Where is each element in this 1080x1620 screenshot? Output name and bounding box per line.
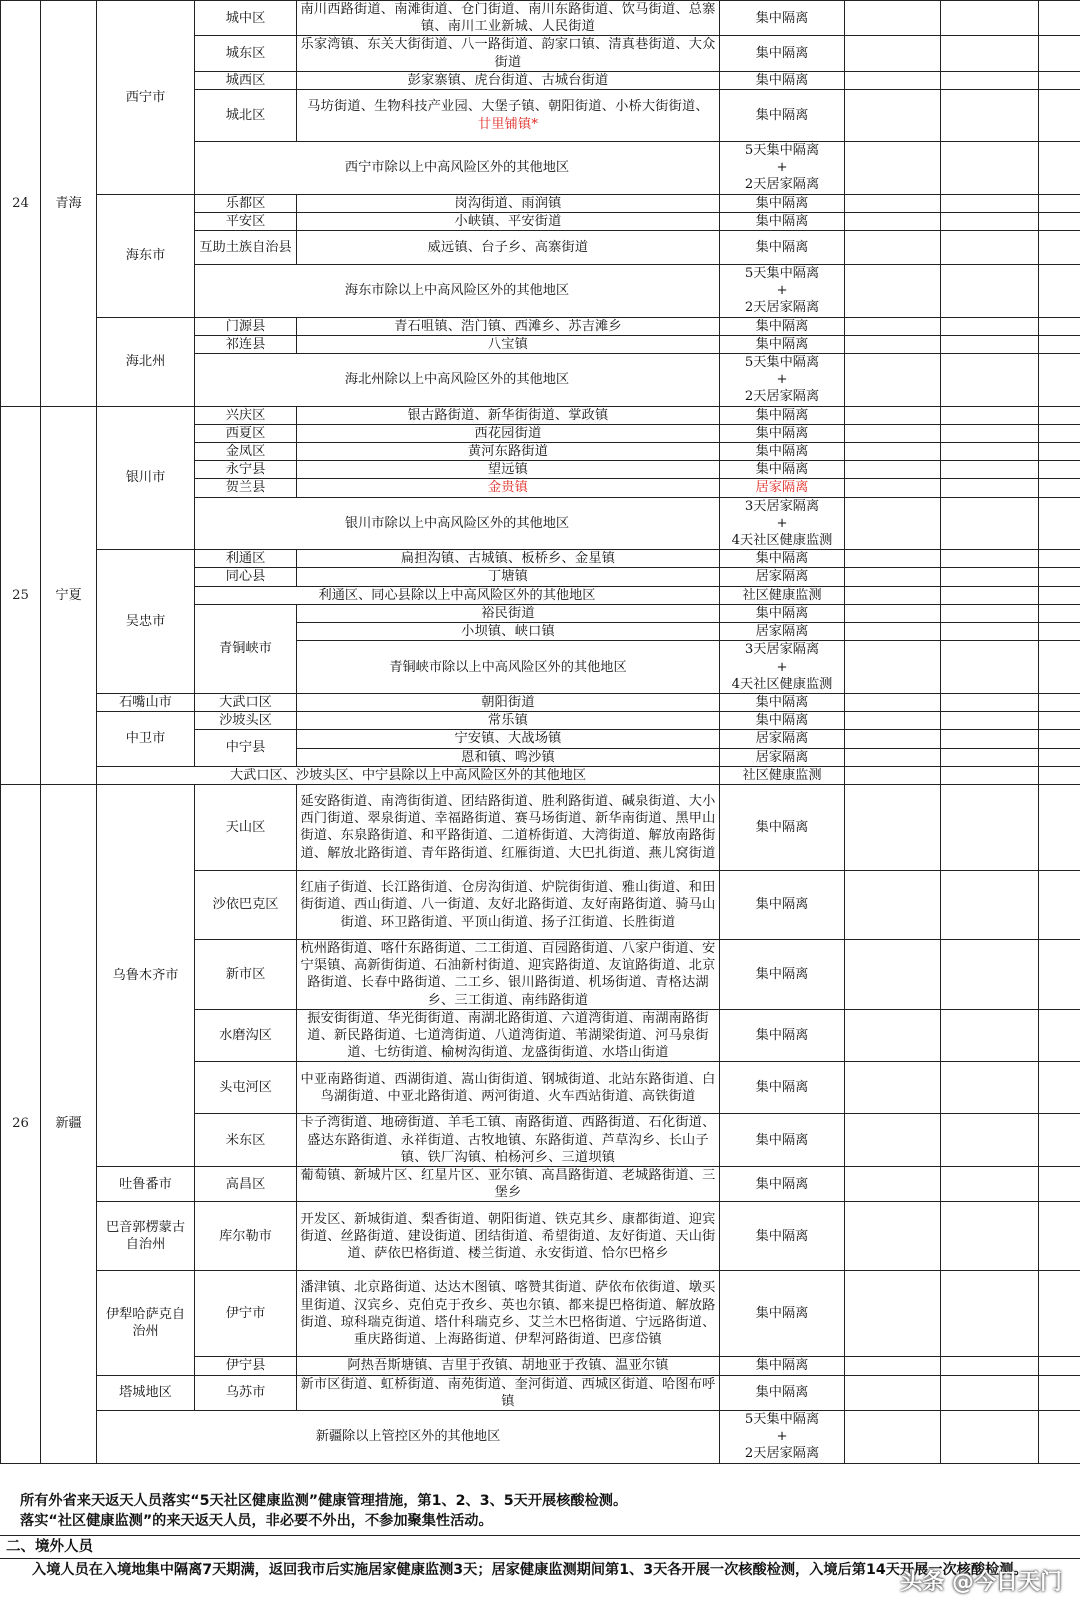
empty-cell — [1039, 194, 1080, 212]
empty-cell — [845, 1009, 941, 1062]
measure-cell: 集中隔离 — [720, 693, 845, 711]
city-cell: 吴忠市 — [97, 550, 195, 694]
city-cell: 石嘴山市 — [97, 693, 195, 711]
area-cell: 丁塘镇 — [297, 568, 720, 586]
measure-cell: 集中隔离 — [720, 424, 845, 442]
measure-cell: 集中隔离 — [720, 1166, 845, 1201]
empty-cell — [845, 90, 941, 142]
row-number: 24 — [1, 1, 41, 407]
district-cell: 乌苏市 — [195, 1375, 297, 1410]
measure-line: 2天居家隔离 — [744, 300, 820, 316]
measure-cell — [720, 641, 845, 694]
area-cell: 西花园街道 — [297, 424, 720, 442]
measure-line: 3天居家隔离 — [744, 498, 820, 514]
measure-cell: 集中隔离 — [720, 461, 845, 479]
measure-cell: 集中隔离 — [720, 784, 845, 870]
empty-cell — [1039, 641, 1080, 694]
empty-cell — [941, 623, 1039, 641]
area-cell: 裕民街道 — [297, 604, 720, 622]
measure-line: + — [776, 659, 788, 675]
area-cell: 望远镇 — [297, 461, 720, 479]
city-cell: 巴音郭楞蒙古自治州 — [97, 1202, 195, 1271]
measure-line: 3天居家隔离 — [744, 642, 820, 658]
empty-cell — [1039, 497, 1080, 550]
other-area-cell: 大武口区、沙坡头区、中宁县除以上中高风险区外的其他地区 — [97, 766, 720, 784]
city-cell: 伊犁哈萨克自治州 — [97, 1271, 195, 1375]
empty-cell — [845, 730, 941, 748]
empty-cell — [845, 1410, 941, 1463]
city-cell: 银川市 — [97, 406, 195, 550]
area-cell: 小峡镇、平安街道 — [297, 212, 720, 230]
measure-cell: 居家隔离 — [720, 568, 845, 586]
district-cell: 米东区 — [195, 1114, 297, 1167]
measure-cell: 集中隔离 — [720, 1375, 845, 1410]
empty-cell — [941, 939, 1039, 1009]
area-cell: 恩和镇、鸣沙镇 — [297, 748, 720, 766]
empty-cell — [1039, 212, 1080, 230]
measure-line: + — [776, 1429, 788, 1445]
empty-cell — [845, 1062, 941, 1114]
empty-cell — [941, 443, 1039, 461]
area-cell: 银古路街道、新华街街道、掌政镇 — [297, 406, 720, 424]
empty-cell — [1039, 939, 1080, 1009]
empty-cell — [845, 641, 941, 694]
empty-cell — [845, 586, 941, 604]
measure-cell: 集中隔离 — [720, 406, 845, 424]
measure-cell: 居家隔离 — [720, 623, 845, 641]
empty-cell — [941, 586, 1039, 604]
district-cell: 互助土族自治县 — [195, 231, 297, 265]
empty-cell — [1039, 730, 1080, 748]
area-cell: 卡子湾街道、地磅街道、羊毛工镇、南路街道、西路街道、石化街道、盛达东路街道、永祥街道、古牧地镇、东路街道、芦草沟乡、长山子镇、铁厂沟镇、柏杨河乡、三道坝镇 — [297, 1114, 720, 1167]
measure-line: 5天集中隔离 — [744, 1411, 820, 1427]
city-cell: 乌鲁木齐市 — [97, 784, 195, 1166]
empty-cell — [941, 641, 1039, 694]
area-cell: 开发区、新城街道、梨香街道、朝阳街道、铁克其乡、康都街道、迎宾街道、丝路街道、建设街道、团结街道、希望街道、友好街道、天山街道、萨依巴格街道、楼兰街道、永安街道、恰尔巴格乡 — [297, 1202, 720, 1271]
empty-cell — [845, 265, 941, 318]
other-area-cell: 新疆除以上管控区外的其他地区 — [97, 1410, 720, 1463]
measure-line: 5天集中隔离 — [744, 266, 820, 282]
empty-cell — [845, 212, 941, 230]
empty-cell — [941, 231, 1039, 265]
empty-cell — [941, 604, 1039, 622]
measure-cell: 集中隔离 — [720, 1357, 845, 1375]
measure-cell: 集中隔离 — [720, 870, 845, 939]
measure-cell: 集中隔离 — [720, 712, 845, 730]
empty-cell — [1039, 693, 1080, 711]
area-cell: 南川西路街道、南滩街道、仓门街道、南川东路街道、饮马街道、总寨镇、南川工业新城、人民街道 — [297, 1, 720, 36]
district-cell: 头屯河区 — [195, 1062, 297, 1114]
area-cell: 乐家湾镇、东关大街街道、八一路街道、韵家口镇、清真巷街道、大众街道 — [297, 36, 720, 71]
measure-line: 4天社区健康监测 — [731, 676, 833, 692]
area-cell: 振安街街道、华光街街道、南湖北路街道、六道湾街道、南湖南路街道、新民路街道、七道湾街道、八道湾街道、苇湖梁街道、河马泉街道、七纺街道、榆树沟街道、龙盛街街道、水塔山街道 — [297, 1009, 720, 1062]
empty-cell — [845, 1114, 941, 1167]
empty-cell — [1039, 354, 1080, 407]
district-cell: 西夏区 — [195, 424, 297, 442]
empty-cell — [845, 406, 941, 424]
empty-cell — [1039, 1062, 1080, 1114]
measure-cell — [720, 265, 845, 318]
row-number: 25 — [1, 406, 41, 784]
measure-cell: 集中隔离 — [720, 443, 845, 461]
area-cell: 宁安镇、大战场镇 — [297, 730, 720, 748]
district-cell: 库尔勒市 — [195, 1202, 297, 1271]
empty-cell — [1039, 784, 1080, 870]
empty-cell — [845, 424, 941, 442]
empty-cell — [845, 194, 941, 212]
district-cell: 同心县 — [195, 568, 297, 586]
measure-cell: 集中隔离 — [720, 212, 845, 230]
measure-cell: 集中隔离 — [720, 1009, 845, 1062]
empty-cell — [1039, 90, 1080, 142]
measure-cell: 集中隔离 — [720, 1271, 845, 1357]
area-cell: 八宝镇 — [297, 335, 720, 353]
empty-cell — [1039, 586, 1080, 604]
empty-cell — [941, 265, 1039, 318]
empty-cell — [941, 142, 1039, 195]
empty-cell — [845, 1, 941, 36]
empty-cell — [941, 406, 1039, 424]
empty-cell — [1039, 335, 1080, 353]
empty-cell — [1039, 1009, 1080, 1062]
area-cell: 常乐镇 — [297, 712, 720, 730]
empty-cell — [1039, 748, 1080, 766]
empty-cell — [941, 1357, 1039, 1375]
measure-line: + — [776, 160, 788, 176]
empty-cell — [941, 1, 1039, 36]
empty-cell — [1039, 712, 1080, 730]
measure-cell: 集中隔离 — [720, 90, 845, 142]
area-red-note: 廿里铺镇* — [477, 116, 539, 132]
measure-cell — [720, 354, 845, 407]
area-cell: 红庙子街道、长江路街道、仓房沟街道、炉院街街道、雅山街道、和田街街道、西山街道、八一街道、友好北路街道、友好南路街道、骑马山街道、环卫路街道、平顶山街道、扬子江街道、长胜街道 — [297, 870, 720, 939]
section-heading: 二、境外人员 — [0, 1535, 1080, 1559]
area-cell: 黄河东路街道 — [297, 443, 720, 461]
city-cell: 海东市 — [97, 194, 195, 317]
measure-line: 2天居家隔离 — [744, 389, 820, 405]
district-cell: 城中区 — [195, 1, 297, 36]
district-cell: 水磨沟区 — [195, 1009, 297, 1062]
district-cell: 伊宁市 — [195, 1271, 297, 1357]
empty-cell — [845, 335, 941, 353]
empty-cell — [941, 712, 1039, 730]
empty-cell — [941, 1166, 1039, 1201]
empty-cell — [941, 1271, 1039, 1357]
empty-cell — [845, 568, 941, 586]
measure-cell — [720, 142, 845, 195]
measure-cell: 集中隔离 — [720, 231, 845, 265]
empty-cell — [941, 497, 1039, 550]
empty-cell — [845, 784, 941, 870]
area-cell: 扁担沟镇、古城镇、板桥乡、金星镇 — [297, 550, 720, 568]
measure-cell: 集中隔离 — [720, 36, 845, 71]
empty-cell — [941, 354, 1039, 407]
empty-cell — [1039, 479, 1080, 497]
area-cell: 威远镇、台子乡、高寨街道 — [297, 231, 720, 265]
empty-cell — [1039, 142, 1080, 195]
empty-cell — [941, 212, 1039, 230]
empty-cell — [845, 479, 941, 497]
empty-cell — [845, 317, 941, 335]
empty-cell — [941, 568, 1039, 586]
empty-cell — [1039, 1357, 1080, 1375]
empty-cell — [845, 712, 941, 730]
district-cell: 中宁县 — [195, 730, 297, 766]
empty-cell — [941, 479, 1039, 497]
empty-cell — [1039, 71, 1080, 89]
measure-cell: 社区健康监测 — [720, 586, 845, 604]
empty-cell — [941, 784, 1039, 870]
empty-cell — [941, 766, 1039, 784]
row-number: 26 — [1, 784, 41, 1463]
measure-line: + — [776, 372, 788, 388]
measure-cell: 集中隔离 — [720, 1062, 845, 1114]
district-cell: 城西区 — [195, 71, 297, 89]
city-cell: 中卫市 — [97, 712, 195, 767]
empty-cell — [845, 604, 941, 622]
empty-cell — [1039, 1271, 1080, 1357]
district-cell: 兴庆区 — [195, 406, 297, 424]
empty-cell — [941, 90, 1039, 142]
district-cell: 青铜峡市 — [195, 604, 297, 693]
empty-cell — [845, 693, 941, 711]
district-cell: 永宁县 — [195, 461, 297, 479]
empty-cell — [845, 623, 941, 641]
empty-cell — [845, 748, 941, 766]
district-cell: 贺兰县 — [195, 479, 297, 497]
measure-line: 4天社区健康监测 — [731, 533, 833, 549]
empty-cell — [1039, 1375, 1080, 1410]
province-cell: 青海 — [41, 1, 97, 407]
empty-cell — [941, 1375, 1039, 1410]
empty-cell — [845, 1271, 941, 1357]
city-cell: 西宁市 — [97, 1, 195, 195]
other-area-cell: 利通区、同心县除以上中高风险区外的其他地区 — [195, 586, 720, 604]
empty-cell — [941, 335, 1039, 353]
province-cell: 新疆 — [41, 784, 97, 1463]
empty-cell — [941, 748, 1039, 766]
city-cell: 吐鲁番市 — [97, 1166, 195, 1201]
empty-cell — [1039, 568, 1080, 586]
measure-line: 5天集中隔离 — [744, 143, 820, 159]
watermark: 头条 @今日天门 — [900, 1570, 1062, 1595]
district-cell: 祁连县 — [195, 335, 297, 353]
empty-cell — [1039, 1202, 1080, 1271]
area-cell: 阿热吾斯塘镇、吉里于孜镇、胡地亚于孜镇、温亚尔镇 — [297, 1357, 720, 1375]
area-cell: 中亚南路街道、西湖街道、嵩山街街道、钢城街道、北站东路街道、白鸟湖街道、中亚北路街道、两河街道、火车西站街道、高铁街道 — [297, 1062, 720, 1114]
area-cell: 彭家寨镇、虎台街道、古城台街道 — [297, 71, 720, 89]
measure-cell: 集中隔离 — [720, 1, 845, 36]
empty-cell — [1039, 1410, 1080, 1463]
empty-cell — [845, 461, 941, 479]
empty-cell — [941, 730, 1039, 748]
area-cell: 岗沟街道、雨润镇 — [297, 194, 720, 212]
measure-cell: 集中隔离 — [720, 939, 845, 1009]
district-cell: 高昌区 — [195, 1166, 297, 1201]
city-cell: 海北州 — [97, 317, 195, 406]
district-cell: 乐都区 — [195, 194, 297, 212]
note-line-2: 落实“社区健康监测”的来天返天人员，非必要不外出，不参加聚集性活动。 — [20, 1513, 493, 1529]
district-cell: 平安区 — [195, 212, 297, 230]
district-cell: 城北区 — [195, 90, 297, 142]
city-cell: 塔城地区 — [97, 1375, 195, 1410]
empty-cell — [1039, 766, 1080, 784]
area-cell: 朝阳街道 — [297, 693, 720, 711]
measure-cell: 集中隔离 — [720, 550, 845, 568]
district-cell: 沙坡头区 — [195, 712, 297, 730]
empty-cell — [845, 354, 941, 407]
district-cell: 利通区 — [195, 550, 297, 568]
empty-cell — [1039, 550, 1080, 568]
area-cell: 葡萄镇、新城片区、红星片区、亚尔镇、高昌路街道、老城路街道、三堡乡 — [297, 1166, 720, 1201]
area-cell: 金贵镇 — [297, 479, 720, 497]
empty-cell — [1039, 317, 1080, 335]
empty-cell — [941, 1009, 1039, 1062]
measure-line: + — [776, 283, 788, 299]
area-cell: 杭州路街道、喀什东路街道、二工街道、百园路街道、八家户街道、安宁渠镇、高新街街道、石油新村街道、迎宾路街道、友谊路街道、北京路街道、长春中路街道、二工乡、银川路街道、机场街道、青格达湖乡、三工街道、南纬路街道 — [297, 939, 720, 1009]
district-cell: 天山区 — [195, 784, 297, 870]
measure-cell: 集中隔离 — [720, 317, 845, 335]
empty-cell — [941, 1202, 1039, 1271]
empty-cell — [1039, 1, 1080, 36]
area-cell: 马坊街道、生物科技产业园、大堡子镇、朝阳街道、小桥大街街道、 廿里铺镇* — [297, 90, 720, 142]
empty-cell — [1039, 604, 1080, 622]
district-cell: 城东区 — [195, 36, 297, 71]
empty-cell — [941, 424, 1039, 442]
district-cell: 沙依巴克区 — [195, 870, 297, 939]
measure-cell: 集中隔离 — [720, 194, 845, 212]
other-area-cell: 海北州除以上中高风险区外的其他地区 — [195, 354, 720, 407]
inbound-paragraph: 入境人员在入境地集中隔离7天期满，返回我市后实施居家健康监测3天；居家健康监测期间第1、3天各开展一次核酸检测，入境后第14天开展一次核酸检测。 — [32, 1562, 1028, 1578]
empty-cell — [845, 36, 941, 71]
measure-line: 2天居家隔离 — [744, 1446, 820, 1462]
empty-cell — [845, 497, 941, 550]
empty-cell — [1039, 461, 1080, 479]
empty-cell — [1039, 870, 1080, 939]
area-cell: 潘津镇、北京路街道、达达木图镇、喀赞其街道、萨依布依街道、墩买里街道、汉宾乡、克伯克于孜乡、英也尔镇、都来提巴格街道、解放路街道、琼科瑞克街道、塔什科瑞克乡、艾兰木巴格街道、宁远路街道、重庆路街道、上海路街道、伊犁河路街道、巴彦岱镇 — [297, 1271, 720, 1357]
empty-cell — [941, 317, 1039, 335]
empty-cell — [941, 693, 1039, 711]
empty-cell — [1039, 36, 1080, 71]
other-area-cell: 海东市除以上中高风险区外的其他地区 — [195, 265, 720, 318]
empty-cell — [941, 550, 1039, 568]
measure-cell: 居家隔离 — [720, 730, 845, 748]
area-cell: 小坝镇、峡口镇 — [297, 623, 720, 641]
measure-cell — [720, 497, 845, 550]
empty-cell — [845, 939, 941, 1009]
measure-cell: 居家隔离 — [720, 748, 845, 766]
empty-cell — [845, 1375, 941, 1410]
empty-cell — [845, 870, 941, 939]
empty-cell — [845, 142, 941, 195]
empty-cell — [1039, 1114, 1080, 1167]
empty-cell — [1039, 1166, 1080, 1201]
measure-cell: 集中隔离 — [720, 1202, 845, 1271]
measure-line: + — [776, 515, 788, 531]
measure-line: 2天居家隔离 — [744, 177, 820, 193]
empty-cell — [941, 1114, 1039, 1167]
district-cell: 金凤区 — [195, 443, 297, 461]
area-cell: 新市区街道、虹桥街道、南苑街道、奎河街道、西城区街道、哈图布呼镇 — [297, 1375, 720, 1410]
district-cell: 门源县 — [195, 317, 297, 335]
area-cell: 延安路街道、南湾街街道、团结路街道、胜利路街道、碱泉街道、大小西门街道、翠泉街道、幸福路街道、赛马场街道、新华南街道、黑甲山街道、东泉路街道、和平路街道、二道桥街道、大湾街道、解放南路街道、解放北路街道、青年路街道、红雁街道、大巴扎街道、燕儿窝街道 — [297, 784, 720, 870]
measure-cell: 居家隔离 — [720, 479, 845, 497]
other-area-cell: 银川市除以上中高风险区外的其他地区 — [195, 497, 720, 550]
empty-cell — [941, 461, 1039, 479]
other-area-cell: 青铜峡市除以上中高风险区外的其他地区 — [297, 641, 720, 694]
measure-cell: 集中隔离 — [720, 71, 845, 89]
district-cell: 大武口区 — [195, 693, 297, 711]
empty-cell — [941, 194, 1039, 212]
empty-cell — [845, 550, 941, 568]
measure-line: 5天集中隔离 — [744, 355, 820, 371]
empty-cell — [941, 870, 1039, 939]
empty-cell — [845, 766, 941, 784]
empty-cell — [845, 231, 941, 265]
province-cell: 宁夏 — [41, 406, 97, 784]
empty-cell — [845, 71, 941, 89]
empty-cell — [1039, 424, 1080, 442]
empty-cell — [1039, 265, 1080, 318]
measure-cell: 集中隔离 — [720, 604, 845, 622]
measure-cell: 集中隔离 — [720, 335, 845, 353]
empty-cell — [845, 1202, 941, 1271]
district-cell: 新市区 — [195, 939, 297, 1009]
empty-cell — [941, 36, 1039, 71]
empty-cell — [845, 1166, 941, 1201]
measure-cell — [720, 1410, 845, 1463]
note-line-1: 所有外省来天返天人员落实“5天社区健康监测”健康管理措施，第1、2、3、5天开展核酸检测。 — [20, 1493, 628, 1509]
empty-cell — [941, 1062, 1039, 1114]
empty-cell — [845, 443, 941, 461]
empty-cell — [1039, 231, 1080, 265]
empty-cell — [1039, 623, 1080, 641]
empty-cell — [1039, 443, 1080, 461]
empty-cell — [845, 1357, 941, 1375]
empty-cell — [1039, 406, 1080, 424]
empty-cell — [941, 71, 1039, 89]
district-cell: 伊宁县 — [195, 1357, 297, 1375]
area-cell: 青石咀镇、浩门镇、西滩乡、苏吉滩乡 — [297, 317, 720, 335]
empty-cell — [941, 1410, 1039, 1463]
other-area-cell: 西宁市除以上中高风险区外的其他地区 — [195, 142, 720, 195]
measure-cell: 社区健康监测 — [720, 766, 845, 784]
measure-cell: 集中隔离 — [720, 1114, 845, 1167]
